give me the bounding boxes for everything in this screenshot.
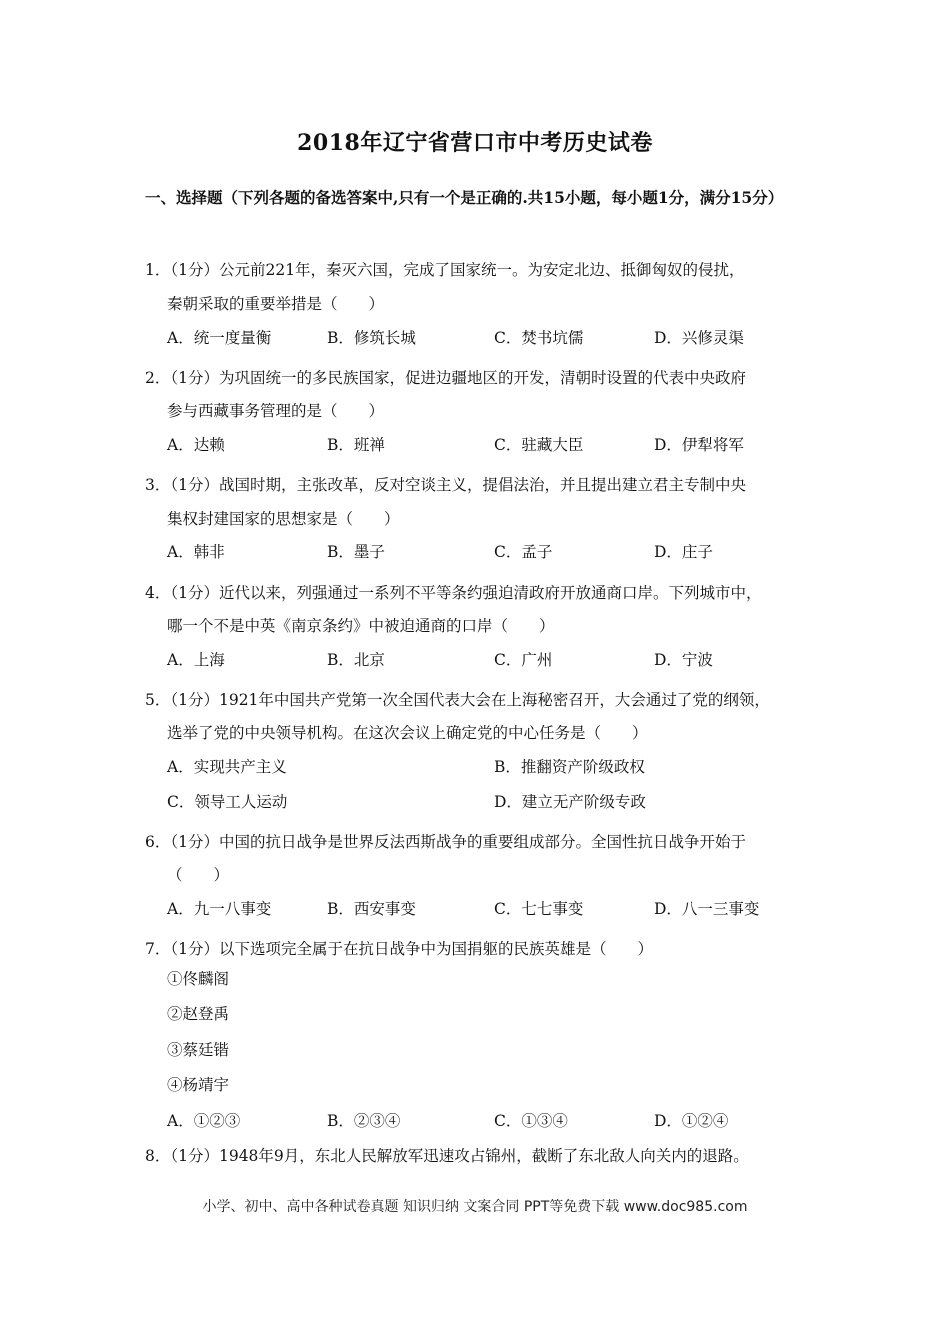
question-1-option-c: C．焚书坑儒 bbox=[494, 329, 584, 347]
question-2: 2．（1分）为巩固统一的多民族国家，促进边疆地区的开发，清朝时设置的代表中央政府 bbox=[145, 369, 746, 387]
question-6-option-d: D．八一三事变 bbox=[654, 900, 760, 918]
question-4: 4．（1分）近代以来，列强通过一系列不平等条约强迫清政府开放通商口岸。下列城市中， bbox=[145, 584, 762, 602]
question-3-option-c: C．孟子 bbox=[494, 543, 553, 561]
question-1-option-d: D．兴修灵渠 bbox=[654, 329, 744, 347]
question-2-option-b: B．班禅 bbox=[327, 436, 385, 454]
question-7-option-d: D．①②④ bbox=[654, 1112, 729, 1130]
page-title: 2018年辽宁省营口市中考历史试卷 bbox=[297, 130, 653, 156]
question-5-option-b: B．推翻资产阶级政权 bbox=[494, 758, 645, 776]
question-4-line2: 哪一个不是中英《南京条约》中被迫通商的口岸（ ） bbox=[167, 617, 555, 635]
question-6: 6．（1分）中国的抗日战争是世界反法西斯战争的重要组成部分。全国性抗日战争开始于 bbox=[145, 833, 746, 851]
question-6-line2: （ ） bbox=[167, 866, 230, 884]
question-1: 1．（1分）公元前221年，秦灭六国，完成了国家统一。为安定北边、抵御匈奴的侵扰， bbox=[145, 261, 745, 279]
question-7-option-c: C．①③④ bbox=[494, 1112, 568, 1130]
question-7-item-3: ③蔡廷锴 bbox=[167, 1041, 230, 1059]
question-6-option-a: A．九一八事变 bbox=[167, 900, 272, 918]
question-5-option-d: D．建立无产阶级专政 bbox=[494, 793, 646, 811]
question-4-option-c: C．广州 bbox=[494, 651, 553, 669]
question-2-option-a: A．达赖 bbox=[167, 436, 225, 454]
question-1-option-b: B．修筑长城 bbox=[327, 329, 416, 347]
question-3-line2: 集权封建国家的思想家是（ ） bbox=[167, 510, 400, 528]
question-3-option-a: A．韩非 bbox=[167, 543, 225, 561]
question-7-item-4: ④杨靖宇 bbox=[167, 1076, 230, 1094]
question-3-option-d: D．庄子 bbox=[654, 543, 713, 561]
question-1-option-a: A．统一度量衡 bbox=[167, 329, 272, 347]
question-5: 5．（1分）1921年中国共产党第一次全国代表大会在上海秘密召开，大会通过了党的纲领， bbox=[145, 691, 770, 709]
question-7-item-2: ②赵登禹 bbox=[167, 1005, 230, 1023]
question-2-option-c: C．驻藏大臣 bbox=[494, 436, 584, 454]
question-2-line2: 参与西藏事务管理的是（ ） bbox=[167, 402, 385, 420]
question-3-option-b: B．墨子 bbox=[327, 543, 385, 561]
question-4-option-b: B．北京 bbox=[327, 651, 385, 669]
question-2-option-d: D．伊犁将军 bbox=[654, 436, 744, 454]
question-8: 8．（1分）1948年9月，东北人民解放军迅速攻占锦州，截断了东北敌人向关内的退路。 bbox=[145, 1147, 749, 1165]
question-5-option-a: A．实现共产主义 bbox=[167, 758, 287, 776]
question-7-option-b: B．②③④ bbox=[327, 1112, 401, 1130]
question-4-option-a: A．上海 bbox=[167, 651, 225, 669]
question-5-line2: 选举了党的中央领导机构。在这次会议上确定党的中心任务是（ ） bbox=[167, 724, 648, 742]
footer-ad: 小学、初中、高中各种试卷真题 知识归纳 文案合同 PPT等免费下载 www.doc985.com bbox=[202, 1199, 748, 1215]
question-1-line2: 秦朝采取的重要举措是（ ） bbox=[167, 295, 385, 313]
question-7-item-1: ①佟麟阁 bbox=[167, 970, 230, 988]
question-5-option-c: C．领导工人运动 bbox=[167, 793, 288, 811]
question-7: 7．（1分）以下选项完全属于在抗日战争中为国捐躯的民族英雄是（ ） bbox=[145, 940, 653, 958]
section-heading: 一、选择题（下列各题的备选答案中,只有一个是正确的.共15小题，每小题1分，满分15分） bbox=[145, 188, 784, 207]
question-6-option-b: B．西安事变 bbox=[327, 900, 416, 918]
question-4-option-d: D．宁波 bbox=[654, 651, 713, 669]
question-3: 3．（1分）战国时期，主张改革，反对空谈主义，提倡法治，并且提出建立君主专制中央 bbox=[145, 476, 746, 494]
question-6-option-c: C．七七事变 bbox=[494, 900, 584, 918]
question-7-option-a: A．①②③ bbox=[167, 1112, 241, 1130]
